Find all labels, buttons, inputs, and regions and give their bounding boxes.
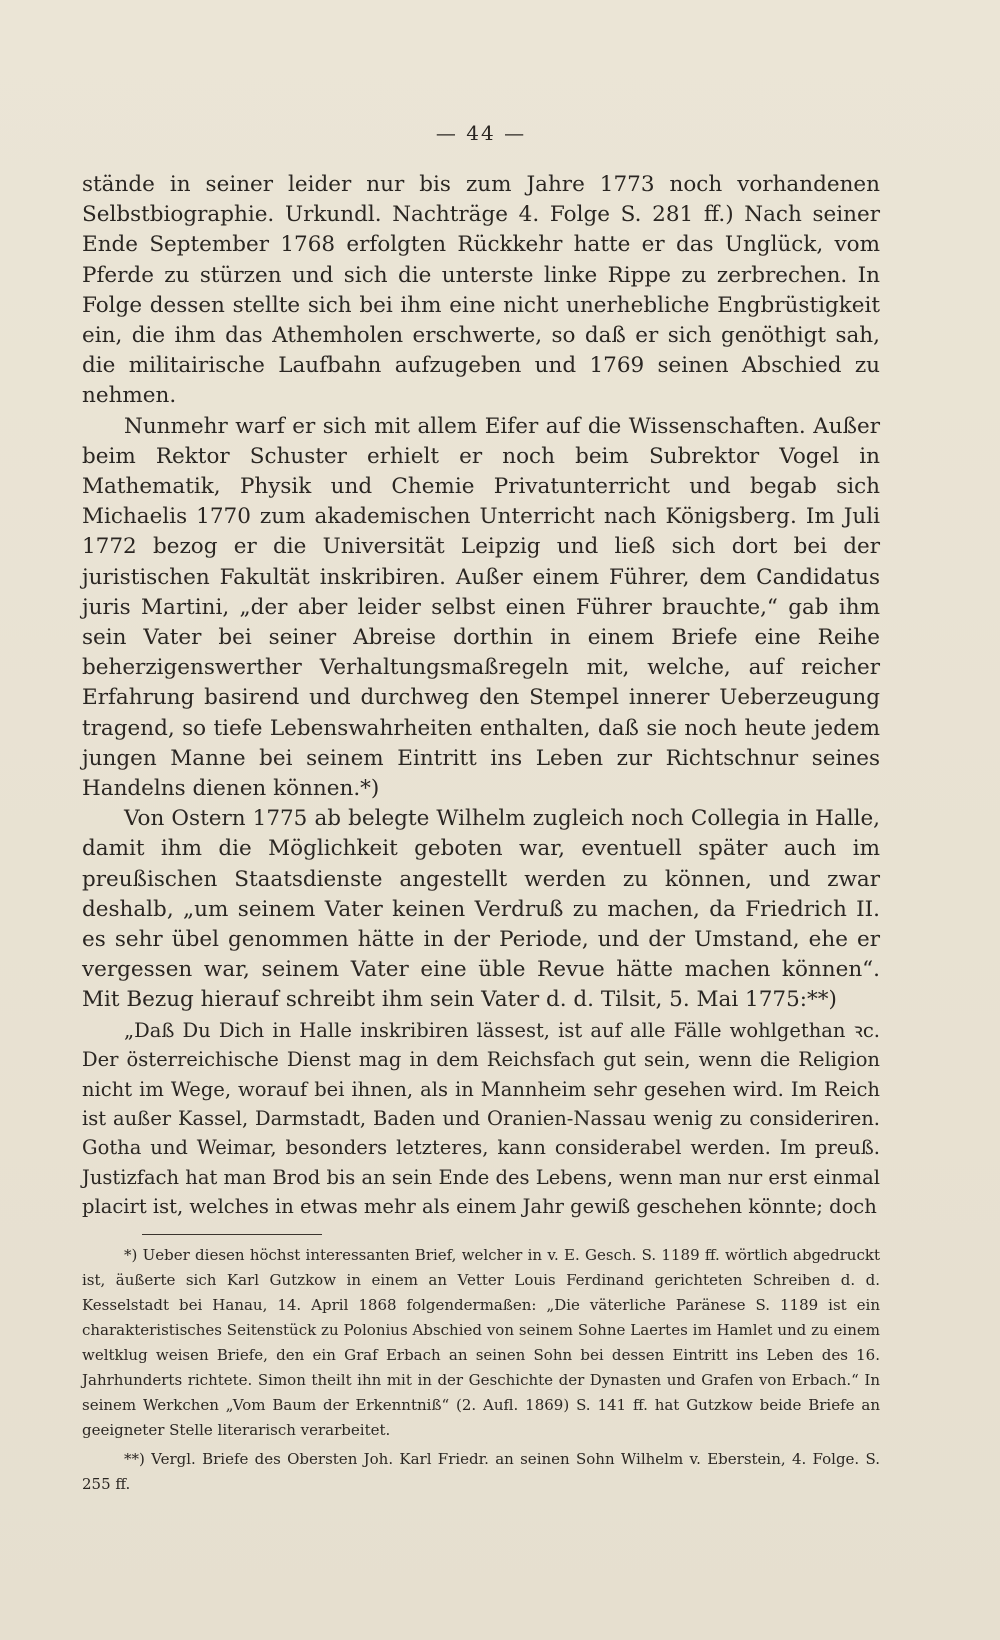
footnotes — [82, 1243, 880, 1497]
paragraph-2: Nunmehr warf er sich mit allem Eifer auf die Wissenschaften. Außer beim Rektor Schuster erhielt er noch beim Subrektor Vogel in Mathematik, Physik und Chemie Privatunterricht und begab sich Michaelis 1770 zum akademischen Unterricht nach Königsberg. Im Juli 1772 bezog er die Universität Leipzig und ließ sich dort bei der juristischen Fakultät inskribiren. Außer einem Führer, dem Candidatus juris Martini, „der aber leider selbst einen Führer brauchte,“ gab ihm sein Vater bei seiner Abreise dorthin in einem Briefe eine Reihe beherzigenswerther Verhaltungsmaßregeln mit, welche, auf reicher Erfahrung basirend und durchweg den Stempel innerer Ueberzeugung tragend, so tiefe Lebenswahrheiten enthalten, daß sie noch heute jedem jungen Manne bei seinem Eintritt ins Leben zur Richtschnur seines Handelns dienen können.*) — [82, 413, 880, 802]
letter-quote — [82, 1016, 880, 1222]
footnote-2: **) Vergl. Briefe des Obersten Joh. Karl Friedr. an seinen Sohn Wilhelm v. Eberstein, 4. Folge. S. 255 ff. — [82, 1449, 880, 1493]
quote-text: „Daß Du Dich in Halle inskribiren lässest, ist auf alle Fälle wohlgethan ꝛc. Der österreichische Dienst mag in dem Reichsfach gut sein, wenn die Religion nicht im Wege, worauf bei ihnen, als in Mannheim sehr gesehen wird. Im Reich ist außer Kassel, Darmstadt, Baden und Oranien-Nassau wenig zu consideriren. Gotha und Weimar, besonders letzteres, kann considerabel werden. Im preuß. Justizfach hat man Brod bis an sein Ende des Lebens, wenn man nur erst einmal placirt ist, welches in etwas mehr als einem Jahr gewiß geschehen könnte; doch — [82, 1018, 880, 1219]
main-text — [82, 170, 880, 1016]
paragraph-1: stände in seiner leider nur bis zum Jahre 1773 noch vorhandenen Selbstbiographie. Urkundl. Nachträge 4. Folge S. 281 ff.) Nach seiner Ende September 1768 erfolgten Rückkehr hatte er das Unglück, vom Pferde zu stürzen und sich die unterste linke Rippe zu zerbrechen. In Folge dessen stellte sich bei ihm eine nicht unerhebliche Engbrüstigkeit ein, die ihm das Athemholen erschwerte, so daß er sich genöthigt sah, die militairische Laufbahn aufzugeben und 1769 seinen Abschied zu nehmen. — [82, 172, 880, 409]
page-number: — 44 — — [435, 121, 527, 145]
footnote-1: *) Ueber diesen höchst interessanten Brief, welcher in v. E. Gesch. S. 1189 ff. wörtlich abgedruckt ist, äußerte sich Karl Gutzkow in einem an Vetter Louis Ferdinand gerichteten Schreiben d. d. Kesselstadt bei Hanau, 14. April 1868 folgendermaßen: „Die väterliche Paränese S. 1189 ist ein charakteristisches Seitenstück zu Polonius Abschied von seinem Sohne Laertes im Hamlet und zu einem weltklug weisen Briefe, den ein Graf Erbach an seinen Sohn bei dessen Eintritt ins Leben des 16. Jahrhunderts richtete. Simon theilt ihn mit in der Geschichte der Dynasten und Grafen von Erbach.“ In seinem Werkchen „Vom Baum der Erkenntniß“ (2. Aufl. 1869) S. 141 ff. hat Gutzkow beide Briefe an geeigneter Stelle literarisch verarbeitet. — [82, 1245, 880, 1439]
paragraph-3: Von Ostern 1775 ab belegte Wilhelm zugleich noch Collegia in Halle, damit ihm die Möglichkeit geboten war, eventuell später auch im preußischen Staatsdienste angestellt werden zu können, und zwar deshalb, „um seinem Vater keinen Verdruß zu machen, da Friedrich II. es sehr übel genommen hätte in der Periode, und der Umstand, ehe er vergessen war, seinem Vater eine üble Revue hätte machen können“. Mit Bezug hierauf schreibt ihm sein Vater d. d. Tilsit, 5. Mai 1775:**) — [82, 806, 880, 1013]
footnote-rule — [142, 1234, 322, 1235]
